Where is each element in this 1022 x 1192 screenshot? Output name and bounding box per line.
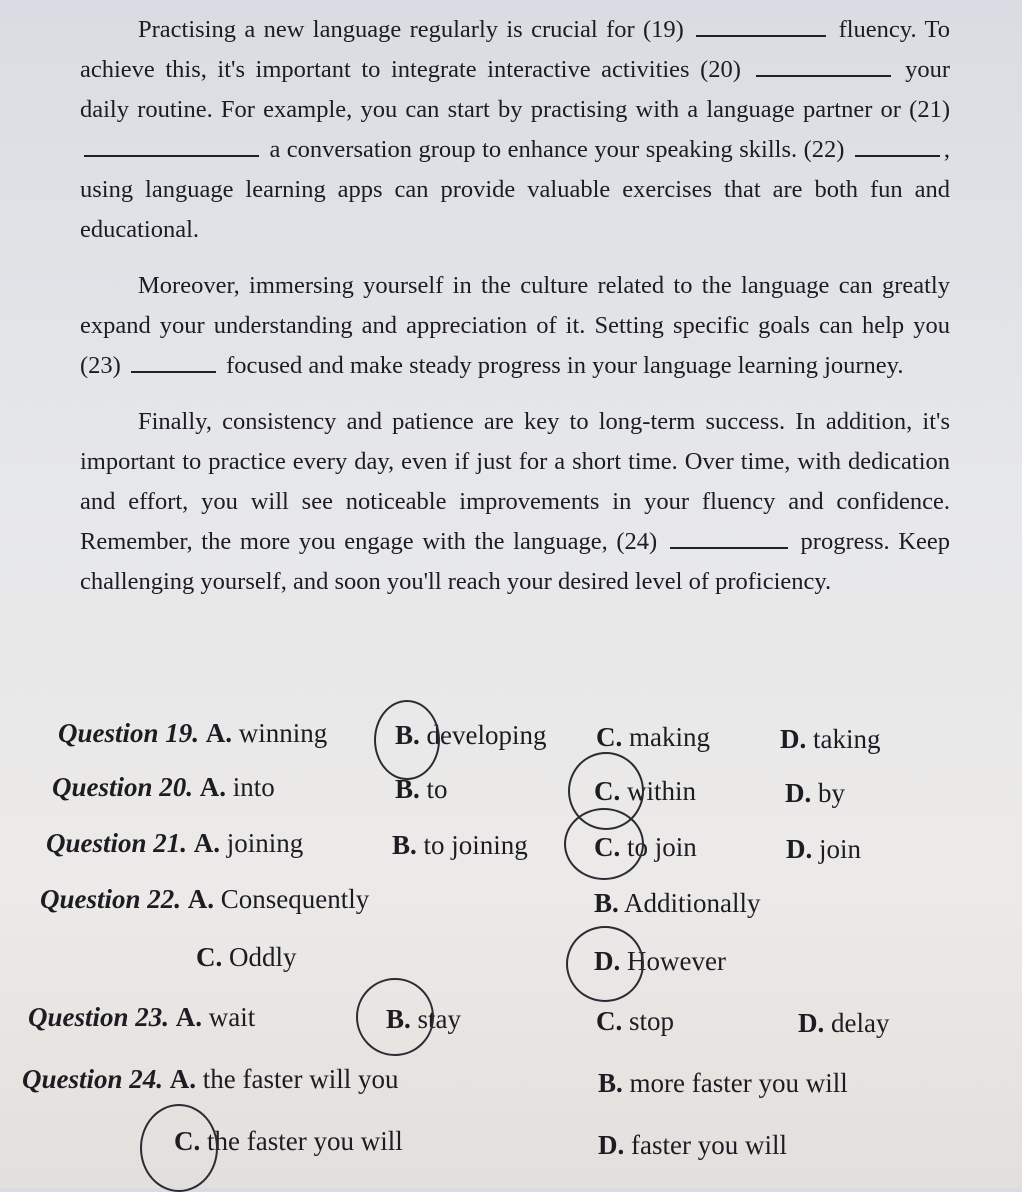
q21-option-b[interactable]: B. to joining	[392, 830, 528, 860]
q23-option-a[interactable]: A. wait	[175, 1002, 256, 1032]
question-19-label: Question 19. A. winning	[58, 718, 328, 748]
p1-text-5: , using language learning apps can provide valuable exercises that are both fun and educational.	[80, 136, 950, 243]
q19-option-a[interactable]: A. winning	[205, 718, 328, 748]
q20-option-a[interactable]: A. into	[199, 772, 275, 802]
q20-option-b[interactable]: B. to	[395, 774, 448, 804]
q19-option-c[interactable]: C. making	[596, 722, 710, 752]
q22-option-d[interactable]: D. However	[594, 946, 726, 976]
q23-option-c[interactable]: C. stop	[596, 1006, 675, 1036]
question-22-label: Question 22. A. Consequently	[40, 884, 370, 914]
q23-option-b[interactable]: B. stay	[386, 1004, 462, 1034]
q22-option-c[interactable]: C. Oddly	[196, 942, 297, 972]
p2-text-2: focused and make steady progress in your language learning journey.	[226, 352, 904, 379]
question-23-label: Question 23. A. wait	[28, 1002, 256, 1032]
q24-option-b[interactable]: B. more faster you will	[598, 1068, 848, 1098]
p1-text-1: Practising a new language regularly is crucial for (19)	[138, 16, 684, 43]
question-24-label: Question 24. A. the faster will you	[22, 1064, 399, 1094]
q22-option-b[interactable]: B. Additionally	[594, 888, 761, 918]
q21-option-a[interactable]: A. joining	[193, 828, 304, 858]
question-21-label: Question 21. A. joining	[46, 828, 304, 858]
q21-option-d[interactable]: D. join	[786, 834, 862, 864]
p1-text-2: fluency. To achieve this, it's important to integrate interactive activities (20)	[80, 16, 951, 83]
question-20-label: Question 20. A. into	[52, 772, 275, 802]
p1-text-4: a conversation group to enhance your speaking skills. (22)	[269, 136, 845, 163]
q22-option-a[interactable]: A. Consequently	[187, 884, 370, 914]
q20-option-d[interactable]: D. by	[785, 778, 845, 808]
p3-text-1: Finally, consistency and patience are key to long-term success. In addition, it's important to practice every day, even if just for a short time. Over time, with dedication and effort, you will see noticeable improvements in your fluency and confidence. Remember, the more you engage with the language, (24)	[80, 408, 950, 555]
q21-option-c[interactable]: C. to join	[594, 832, 697, 862]
q24-option-d[interactable]: D. faster you will	[598, 1130, 787, 1160]
q23-option-d[interactable]: D. delay	[798, 1008, 890, 1038]
q19-option-d[interactable]: D. taking	[780, 724, 881, 754]
q24-option-a[interactable]: A. the faster will you	[169, 1064, 399, 1094]
q24-option-c[interactable]: C. the faster you will	[174, 1126, 403, 1156]
p2-text-1: Moreover, immersing yourself in the culture related to the language can greatly expand your understanding and appreciation of it. Setting specific goals can help you (23)	[80, 272, 950, 379]
q19-option-b[interactable]: B. developing	[395, 720, 547, 750]
q20-option-c[interactable]: C. within	[594, 776, 697, 806]
p3-text-2: progress. Keep challenging yourself, and soon you'll reach your desired level of proficiency.	[80, 528, 951, 595]
p1-text-3: your daily routine. For example, you can start by practising with a language partner or (21)	[80, 56, 951, 123]
